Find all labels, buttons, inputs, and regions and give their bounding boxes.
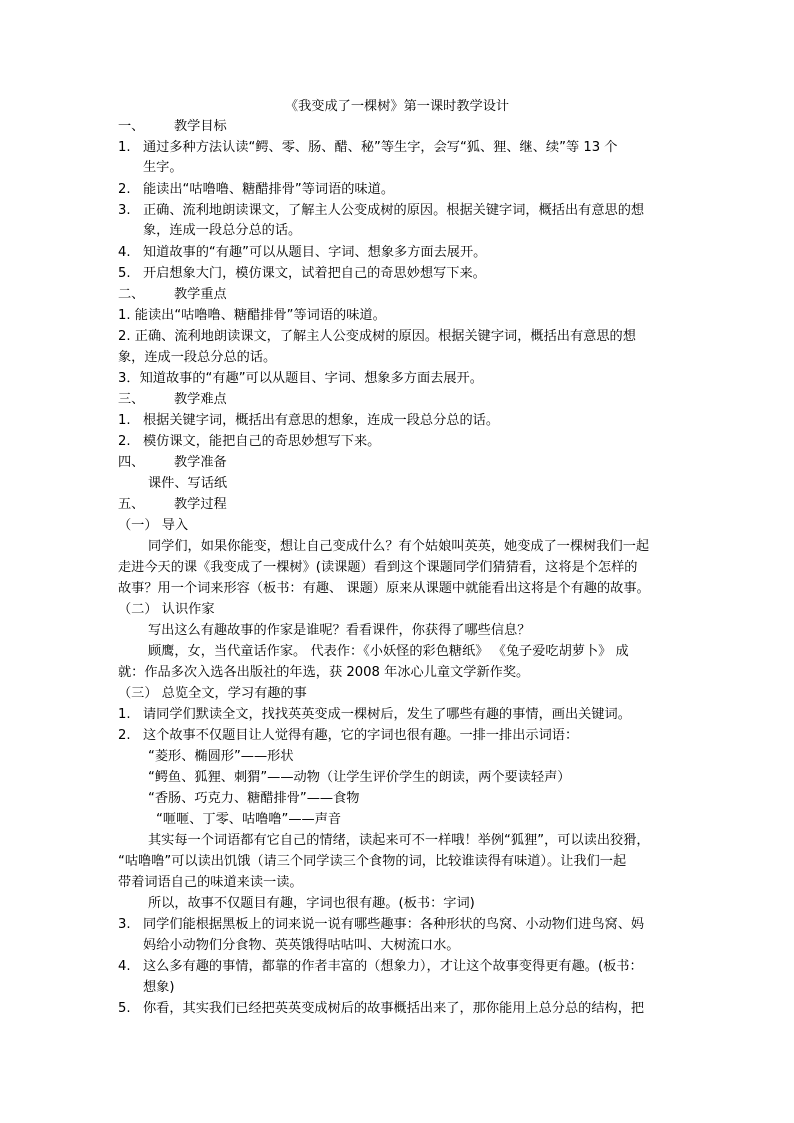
part-2-line-1: 写出这么有趣故事的作家是谁呢？看看课件，你获得了哪些信息？ (148, 623, 531, 638)
goal-5-number: 5. (118, 266, 131, 281)
section-1-number: 一、 (118, 119, 145, 134)
step-4-line-1: 这么多有趣的事情，都靠的作者丰富的（想象力），才让这个故事变得更有趣。(板书： (143, 959, 643, 974)
part-1-line-1: 同学们，如果你能变，想让自己变成什么？有个姑娘叫英英，她变成了一棵树我们一起 (148, 539, 650, 554)
step-4-line-2: 想象) (143, 980, 175, 995)
step-2-number: 2. (118, 728, 131, 743)
goal-5-line-1: 开启想象大门，模仿课文，试着把自己的奇思妙想写下来。 (143, 266, 486, 281)
step-4-number: 4. (118, 959, 131, 974)
step-2-line-1: 这个故事不仅题目让人觉得有趣，它的字词也很有趣。一排一排出示词语： (143, 728, 579, 743)
word-group-food: “香肠、巧克力、糖醋排骨”——食物 (148, 791, 360, 806)
step-3-number: 3. (118, 917, 131, 932)
emotion-paragraph-line-1: 其实每一个词语都有它自己的情绪，读起来可不一样哦！举例“狐狸”，可以读出狡猾， (148, 833, 650, 848)
word-group-animal: “鳄鱼、狐狸、刺猬”——动物（让学生评价学生的朗读，两个要读轻声） (148, 770, 571, 785)
part-2-line-3: 就：作品多次入选各出版社的年选，获 2008 年冰心儿童文学新作奖。 (118, 665, 530, 680)
part-2-line-2: 顾鹰，女，当代童话作家。 代表作：《小妖怪的彩色糖纸》 《兔子爱吃胡萝卜》 成 (148, 644, 629, 659)
section-3-number: 三、 (118, 392, 145, 407)
section-1-heading: 教学目标 (174, 119, 227, 134)
part-2-heading: （二） 认识作家 (118, 602, 215, 617)
difficulty-1-number: 1. (118, 413, 131, 428)
goal-3-line-2: 象，连成一段总分总的话。 (143, 223, 302, 238)
key-point-line-1: 1. 能读出“咕噜噜、糖醋排骨”等词语的味道。 (118, 308, 386, 323)
goal-4-line-1: 知道故事的“有趣”可以从题目、字词、想象多方面去展开。 (143, 245, 487, 260)
goal-1-line-1: 通过多种方法认读“鳄、零、肠、醋、秘”等生字，会写“狐、狸、继、续”等 13 个 (143, 140, 618, 155)
section-5-number: 五、 (118, 497, 145, 512)
goal-3-line-1: 正确、流利地朗读课文，了解主人公变成树的原因。根据关键字词，概括出有意思的想 (143, 203, 645, 218)
step-1-line-1: 请同学们默读全文，找找英英变成一棵树后，发生了哪些有趣的事情，画出关键词。 (143, 707, 631, 722)
section-4-heading: 教学准备 (174, 455, 227, 470)
section-4-number: 四、 (118, 455, 145, 470)
section-3-heading: 教学难点 (174, 392, 227, 407)
goal-1-number: 1. (118, 140, 131, 155)
part-1-line-3: 故事？用一个词来形容（板书：有趣、 课题）原来从课题中就能看出这将是个有趣的故事。 (118, 581, 650, 596)
goal-1-line-2: 生字。 (143, 160, 183, 175)
key-point-line-3: 象，连成一段总分总的话。 (118, 350, 277, 365)
section-5-heading: 教学过程 (174, 497, 227, 512)
step-3-line-2: 妈给小动物们分食物、英英饿得咕咕叫、大树流口水。 (143, 938, 460, 953)
part-1-heading: （一） 导入 (118, 518, 189, 533)
word-group-sound: “咂咂、丁零、咕噜噜”——声音 (156, 812, 342, 827)
goal-3-number: 3. (118, 203, 131, 218)
part-3-heading: （三） 总览全文，学习有趣的事 (118, 686, 307, 701)
goal-4-number: 4. (118, 245, 131, 260)
step-5-number: 5. (118, 1001, 131, 1016)
section-2-number: 二、 (118, 287, 145, 302)
part-1-line-2: 走进今天的课《我变成了一棵树》(读课题）看到这个课题同学们猜猜看，这将是个怎样的 (118, 560, 638, 575)
emotion-paragraph-line-2: “咕噜噜”可以读出饥饿（请三个同学读三个食物的词，比较谁读得有味道）。让我们一起 (118, 854, 627, 869)
emotion-paragraph-line-3: 带着词语自己的味道来读一读。 (118, 875, 303, 890)
step-3-line-1: 同学们能根据黑板上的词来说一说有哪些趣事：各种形状的鸟窝、小动物们进鸟窝、妈 (143, 917, 645, 932)
word-group-shape: “菱形、椭圆形”——形状 (148, 749, 294, 764)
document-title: 《我变成了一棵树》第一课时教学设计 (284, 99, 510, 114)
key-point-line-2: 2. 正确、流利地朗读课文，了解主人公变成树的原因。根据关键字词，概括出有意思的想 (118, 329, 636, 344)
goal-2-line-1: 能读出“咕噜噜、糖醋排骨”等词语的味道。 (143, 182, 395, 197)
preparation-line: 课件、写话纸 (148, 476, 228, 491)
summary-line: 所以，故事不仅题目有趣，字词也很有趣。(板书：字词) (148, 896, 475, 911)
difficulty-2-number: 2. (118, 434, 131, 449)
key-point-line-4: 3．知道故事的“有趣”可以从题目、字词、想象多方面去展开。 (118, 371, 483, 386)
section-2-heading: 教学重点 (174, 287, 227, 302)
step-5-line-1: 你看，其实我们已经把英英变成树后的故事概括出来了，那你能用上总分总的结构，把 (143, 1001, 645, 1016)
difficulty-2-line-1: 模仿课文，能把自己的奇思妙想写下来。 (143, 434, 381, 449)
difficulty-1-line-1: 根据关键字词，概括出有意思的想象，连成一段总分总的话。 (143, 413, 500, 428)
goal-2-number: 2. (118, 182, 131, 197)
step-1-number: 1. (118, 707, 131, 722)
